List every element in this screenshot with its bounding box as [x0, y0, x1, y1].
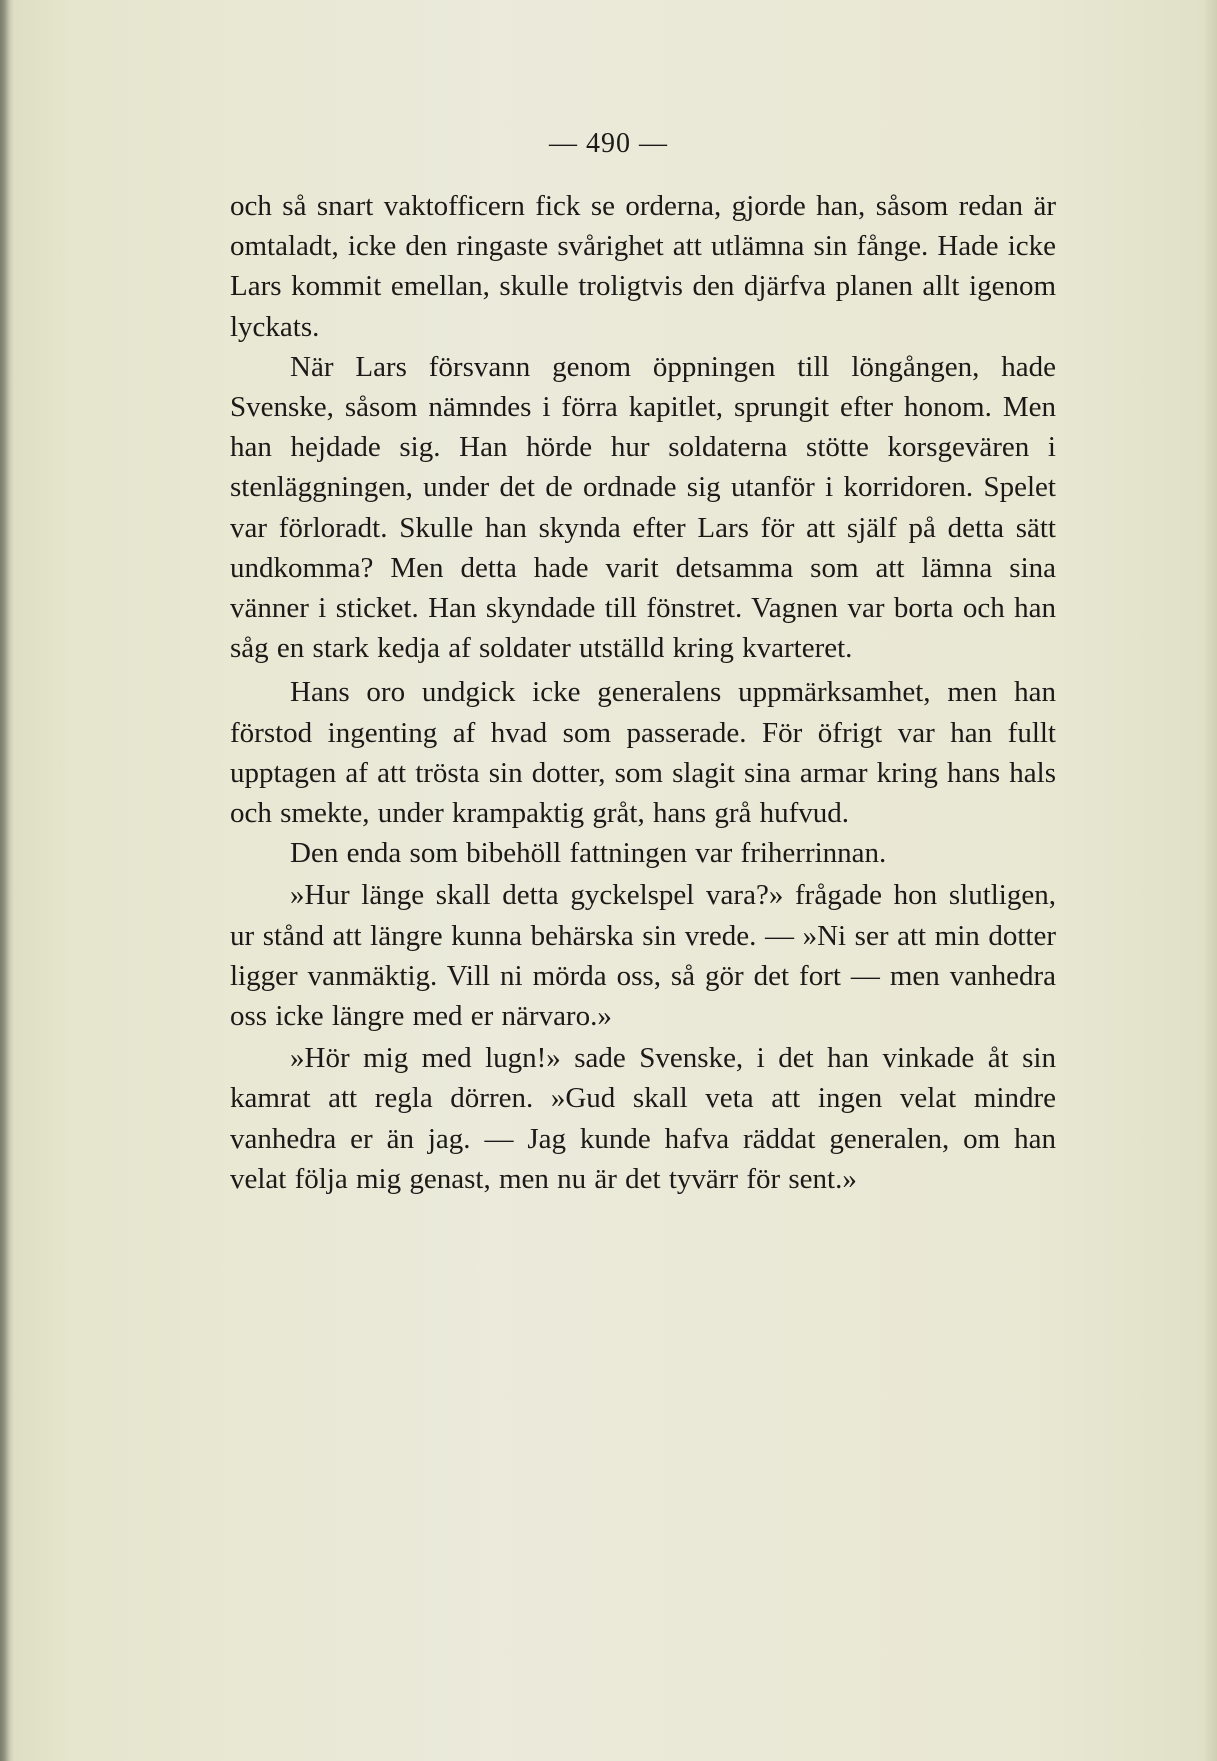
page-number: — 490 —: [549, 128, 668, 159]
binding-gutter: [0, 0, 14, 1761]
paragraph-6: »Hör mig med lugn!» sade Svenske, i det han vinkade åt sin kamrat att regla dörren. »Gud skall veta att ingen velat mindre vanhedra er än jag. — Jag kunde hafva räddat generalen, om han velat följa mig genast, men nu är det tyvärr för sent.»: [230, 1042, 1056, 1195]
page-edge: [1203, 0, 1217, 1761]
paragraph-4: Den enda som bibehöll fattningen var friherrinnan.: [290, 837, 887, 870]
paragraph-2: När Lars försvann genom öppningen till löngången, hade Svenske, såsom nämndes i förra kapitlet, sprungit efter honom. Men han hejdade sig. Han hörde hur soldaterna stötte korsgevären i stenläggningen, under det de ordnade sig utanför i korridoren. Spelet var förloradt. Skulle han skynda efter Lars för att själf på detta sätt undkomma? Men detta hade varit detsamma som att lämna sina vänner i sticket. Han skyndade till fönstret. Vagnen var borta och han såg en stark kedja af soldater utställd kring kvarteret.: [230, 350, 1056, 665]
paragraph-3: Hans oro undgick icke generalens uppmärksamhet, men han förstod ingenting af hvad som passerade. För öfrigt var han fullt upptagen af att trösta sin dotter, som slagit sina armar kring hans hals och smekte, under krampaktig gråt, hans grå hufvud.: [230, 676, 1056, 830]
body-text: [230, 186, 1056, 1199]
paragraph-5: »Hur länge skall detta gyckelspel vara?» frågade hon slutligen, ur stånd att längre kunna behärska sin vrede. — »Ni ser att min dotter ligger vanmäktig. Vill ni mörda oss, så gör det fort — men vanhedra oss icke längre med er närvaro.»: [230, 879, 1056, 1033]
paragraph-1: och så snart vaktofficern fick se orderna, gjorde han, såsom redan är omtaladt, icke den ringaste svårighet att utlämna sin fånge. Hade icke Lars kommit emellan, skulle troligtvis den djärfva planen allt igenom lyckats.: [230, 190, 1056, 343]
